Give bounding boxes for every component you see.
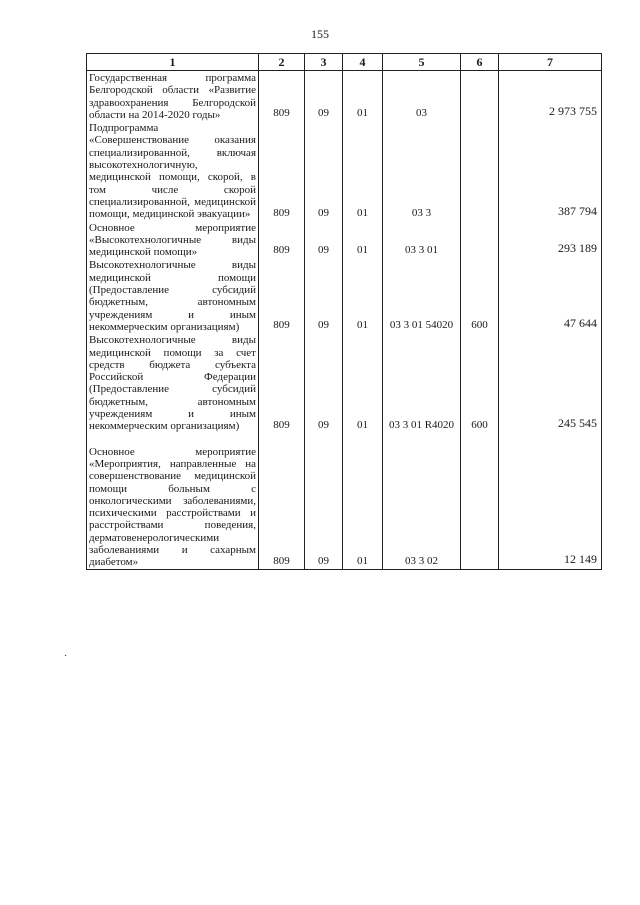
header-col-3: 3 (305, 54, 343, 71)
row-col6 (461, 445, 499, 569)
row-col3: 09 (305, 221, 343, 259)
row-col5: 03 3 01 R4020 (383, 333, 461, 432)
row-col5: 03 (383, 71, 461, 122)
row-col6: 600 (461, 258, 499, 333)
row-name: Основное мероприятие «Высокотехнологичные виды медицинской помощи» (87, 221, 259, 259)
table-row (87, 221, 602, 259)
row-col6 (461, 71, 499, 122)
table-row-spacer (87, 433, 602, 445)
row-col3: 09 (305, 71, 343, 122)
row-name: Основное мероприятие «Мероприятия, направленные на совершенствование медицинской помощи больным с онкологическими заболеваниями, психическими расстройствами и расстройствами поведения, дерматовенерологическими заболеваниями и сахарным диабетом» (87, 445, 259, 569)
row-col4: 01 (343, 258, 383, 333)
row-col3: 09 (305, 333, 343, 432)
row-col4: 01 (343, 445, 383, 569)
row-amount: 245 545 (499, 333, 602, 432)
table-row (87, 71, 602, 122)
row-col5: 03 3 02 (383, 445, 461, 569)
row-col6: 600 (461, 333, 499, 432)
row-amount: 12 149 (499, 445, 602, 569)
header-col-4: 4 (343, 54, 383, 71)
row-col2: 809 (259, 258, 305, 333)
row-amount: 387 794 (499, 121, 602, 220)
row-name: Высокотехнологичные виды медицинской помощи (Предоставление субсидий бюджетным, автономным учреждениям и иным некоммерческим организациям) (87, 258, 259, 333)
row-col4: 01 (343, 121, 383, 220)
table-row (87, 445, 602, 569)
row-col2: 809 (259, 121, 305, 220)
row-col4: 01 (343, 221, 383, 259)
table-row (87, 258, 602, 333)
row-col3: 09 (305, 445, 343, 569)
row-col3: 09 (305, 121, 343, 220)
row-col4: 01 (343, 333, 383, 432)
row-amount: 293 189 (499, 221, 602, 259)
row-col6 (461, 221, 499, 259)
row-col3: 09 (305, 258, 343, 333)
header-col-6: 6 (461, 54, 499, 71)
row-name: Государственная программа Белгородской области «Развитие здравоохранения Белгородской области на 2014-2020 годы» (87, 71, 259, 122)
page-number: 155 (311, 27, 329, 41)
row-col5: 03 3 01 54020 (383, 258, 461, 333)
row-col2: 809 (259, 333, 305, 432)
row-col2: 809 (259, 71, 305, 122)
row-col2: 809 (259, 221, 305, 259)
header-col-1: 1 (87, 54, 259, 71)
row-name: Подпрограмма «Совершенствование оказания специализированной, включая высокотехнологичную, медицинской помощи, скорой, в том числе скорой специализированной, медицинской помощи, медицинской эвакуации» (87, 121, 259, 220)
header-row (87, 54, 602, 71)
row-col4: 01 (343, 71, 383, 122)
table-row (87, 333, 602, 432)
row-name: Высокотехнологичные виды медицинской помощи за счет средств бюджета субъекта Российской Федерации (Предоставление субсидий бюджетным, автономным учреждениям и иным некоммерческим организациям) (87, 333, 259, 432)
budget-table (86, 53, 602, 570)
header-col-5: 5 (383, 54, 461, 71)
header-col-7: 7 (499, 54, 602, 71)
row-col6 (461, 121, 499, 220)
row-col2: 809 (259, 445, 305, 569)
table-row (87, 121, 602, 220)
row-amount: 47 644 (499, 258, 602, 333)
row-col5: 03 3 01 (383, 221, 461, 259)
row-col5: 03 3 (383, 121, 461, 220)
row-amount: 2 973 755 (499, 71, 602, 122)
margin-mark: · (64, 651, 68, 662)
header-col-2: 2 (259, 54, 305, 71)
